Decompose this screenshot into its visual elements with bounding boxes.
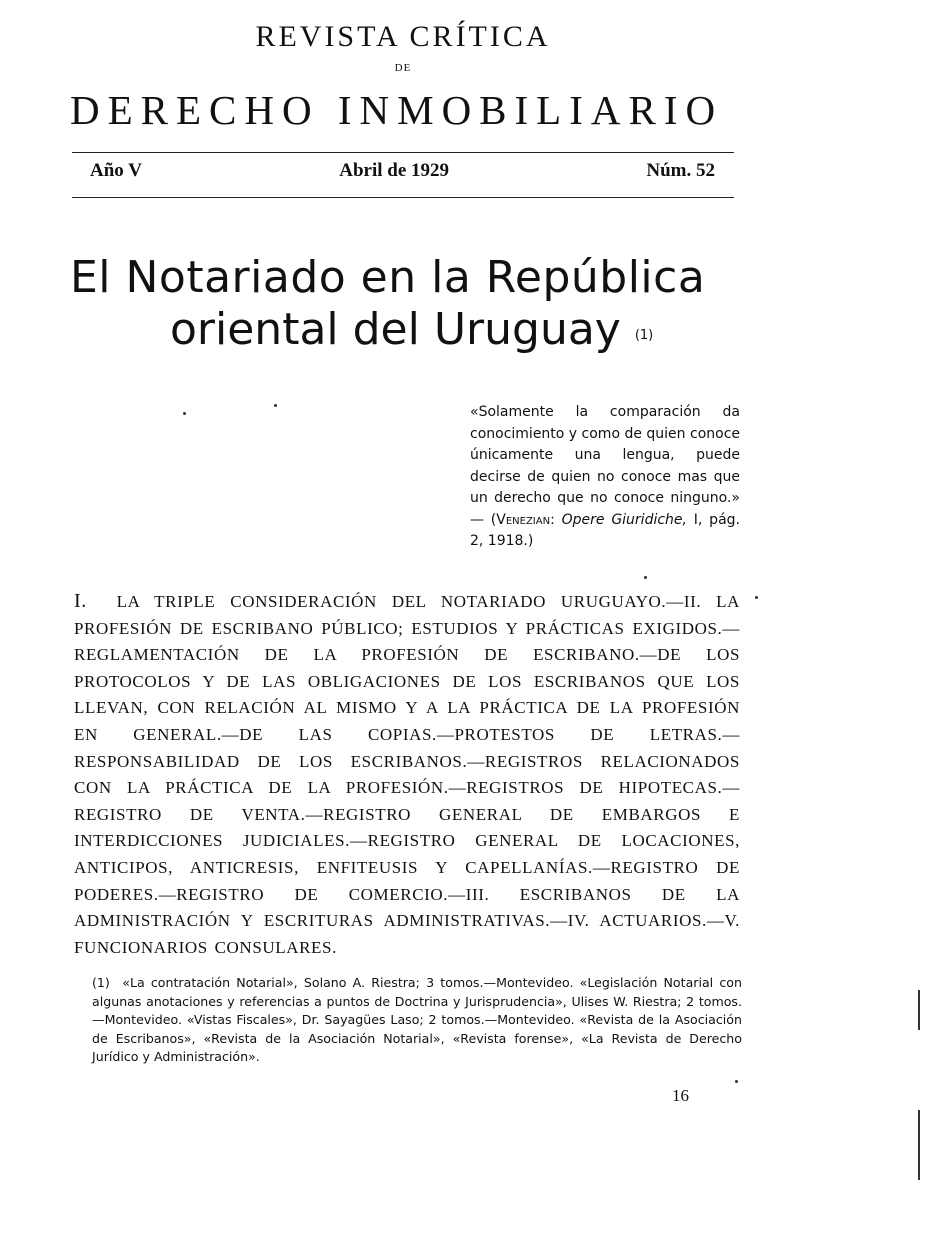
- epigraph-author: Venezian:: [496, 511, 555, 528]
- header-rule-bottom: [72, 197, 734, 198]
- scan-speck: [274, 404, 277, 407]
- summary-text: LA TRIPLE CONSIDERACIÓN DEL NOTARIADO URUGUAYO.—II. LA PROFESIÓN DE ESCRIBANO PÚBLICO; ESTUDIOS Y PRÁCTICAS EXIGIDOS.—REGLAMENTACIÓN DE LA PROFESIÓN DE ESCRIBANO.—DE LOS PROTOCOLOS Y DE LAS OBLIGACIONES DE LOS ESCRIBANOS QUE LOS LLEVAN, CON RELACIÓN AL MISMO Y A LA PRÁCTICA DE LA PROFESIÓN EN GENERAL.—DE LAS COPIAS.—PROTESTOS DE LETRAS.—RESPONSABILIDAD DE LOS ESCRIBANOS.—REGISTROS RELACIONADOS CON LA PRÁCTICA DE LA PROFESIÓN.—REGISTROS DE HIPOTECAS.—REGISTRO DE VENTA.—REGISTRO GENERAL DE EMBARGOS E INTERDICCIONES JUDICIALES.—REGISTRO GENERAL DE LOCACIONES, ANTICIPOS, ANTICRESIS, ENFITEUSIS Y CAPELLANÍAS.—REGISTRO DE PODERES.—REGISTRO DE COMERCIO.—III. ESCRIBANOS DE LA ADMINISTRACIÓN Y ESCRITURAS ADMINISTRATIVAS.—IV. ACTUARIOS.—V. FUNCIONARIOS CONSULARES.: [74, 592, 741, 957]
- article-title-line2-text: oriental del Uruguay: [170, 304, 621, 355]
- article-summary: [74, 588, 740, 961]
- scan-speck: [183, 412, 186, 415]
- header-rule-top: [72, 152, 734, 153]
- footnote: [92, 974, 742, 1067]
- journal-title-top: REVISTA CRÍTICA: [255, 20, 551, 53]
- title-footnote-marker[interactable]: (1): [634, 328, 654, 343]
- epigraph-work: Opere Giuridiche,: [561, 511, 687, 528]
- journal-title-main: DERECHO INMOBILIARIO: [70, 87, 724, 133]
- summary-lead-numeral: I.: [74, 590, 87, 612]
- journal-title-de: DE: [394, 62, 412, 74]
- scan-edge-mark: [918, 1110, 920, 1180]
- issue-number: Núm. 52: [646, 160, 715, 181]
- article-title-line1: El Notariado en la República: [70, 252, 706, 303]
- scan-speck: [755, 596, 758, 599]
- issue-info: [90, 160, 715, 182]
- scan-edge-mark: [918, 990, 920, 1030]
- epigraph: [470, 402, 740, 553]
- page-number: 16: [672, 1086, 689, 1105]
- issue-year: Año V: [90, 160, 142, 181]
- scan-speck: [735, 1080, 738, 1083]
- footnote-text: «La contratación Notarial», Solano A. Riestra; 3 tomos.—Montevideo. «Legislación Notarial con algunas anotaciones y referencias a puntos de Doctrina y Jurisprudencia», Ulises W. Riestra; 2 tomos.—Montevideo. «Vistas Fiscales», Dr. Sayagües Laso; 2 tomos.—Montevideo. «Revista de la Asociación de Escribanos», «Revista de la Asociación Notarial», «Revista forense», «La Revista de Derecho Jurídico y Administración».: [92, 975, 742, 1064]
- epigraph-quote: «Solamente la comparación da conocimiento y como de quien conoce únicamente una lengua, puede decirse de quien no conoce mas que un derecho que no conoce ninguno.» — (: [470, 404, 741, 528]
- article-title-line2: [70, 304, 750, 356]
- article-title: [70, 252, 750, 356]
- footnote-marker: (1): [92, 975, 110, 990]
- scan-speck: [644, 576, 647, 579]
- issue-date: Abril de 1929: [339, 160, 450, 181]
- epigraph-citation: I, pág. 2, 1918.): [470, 511, 740, 549]
